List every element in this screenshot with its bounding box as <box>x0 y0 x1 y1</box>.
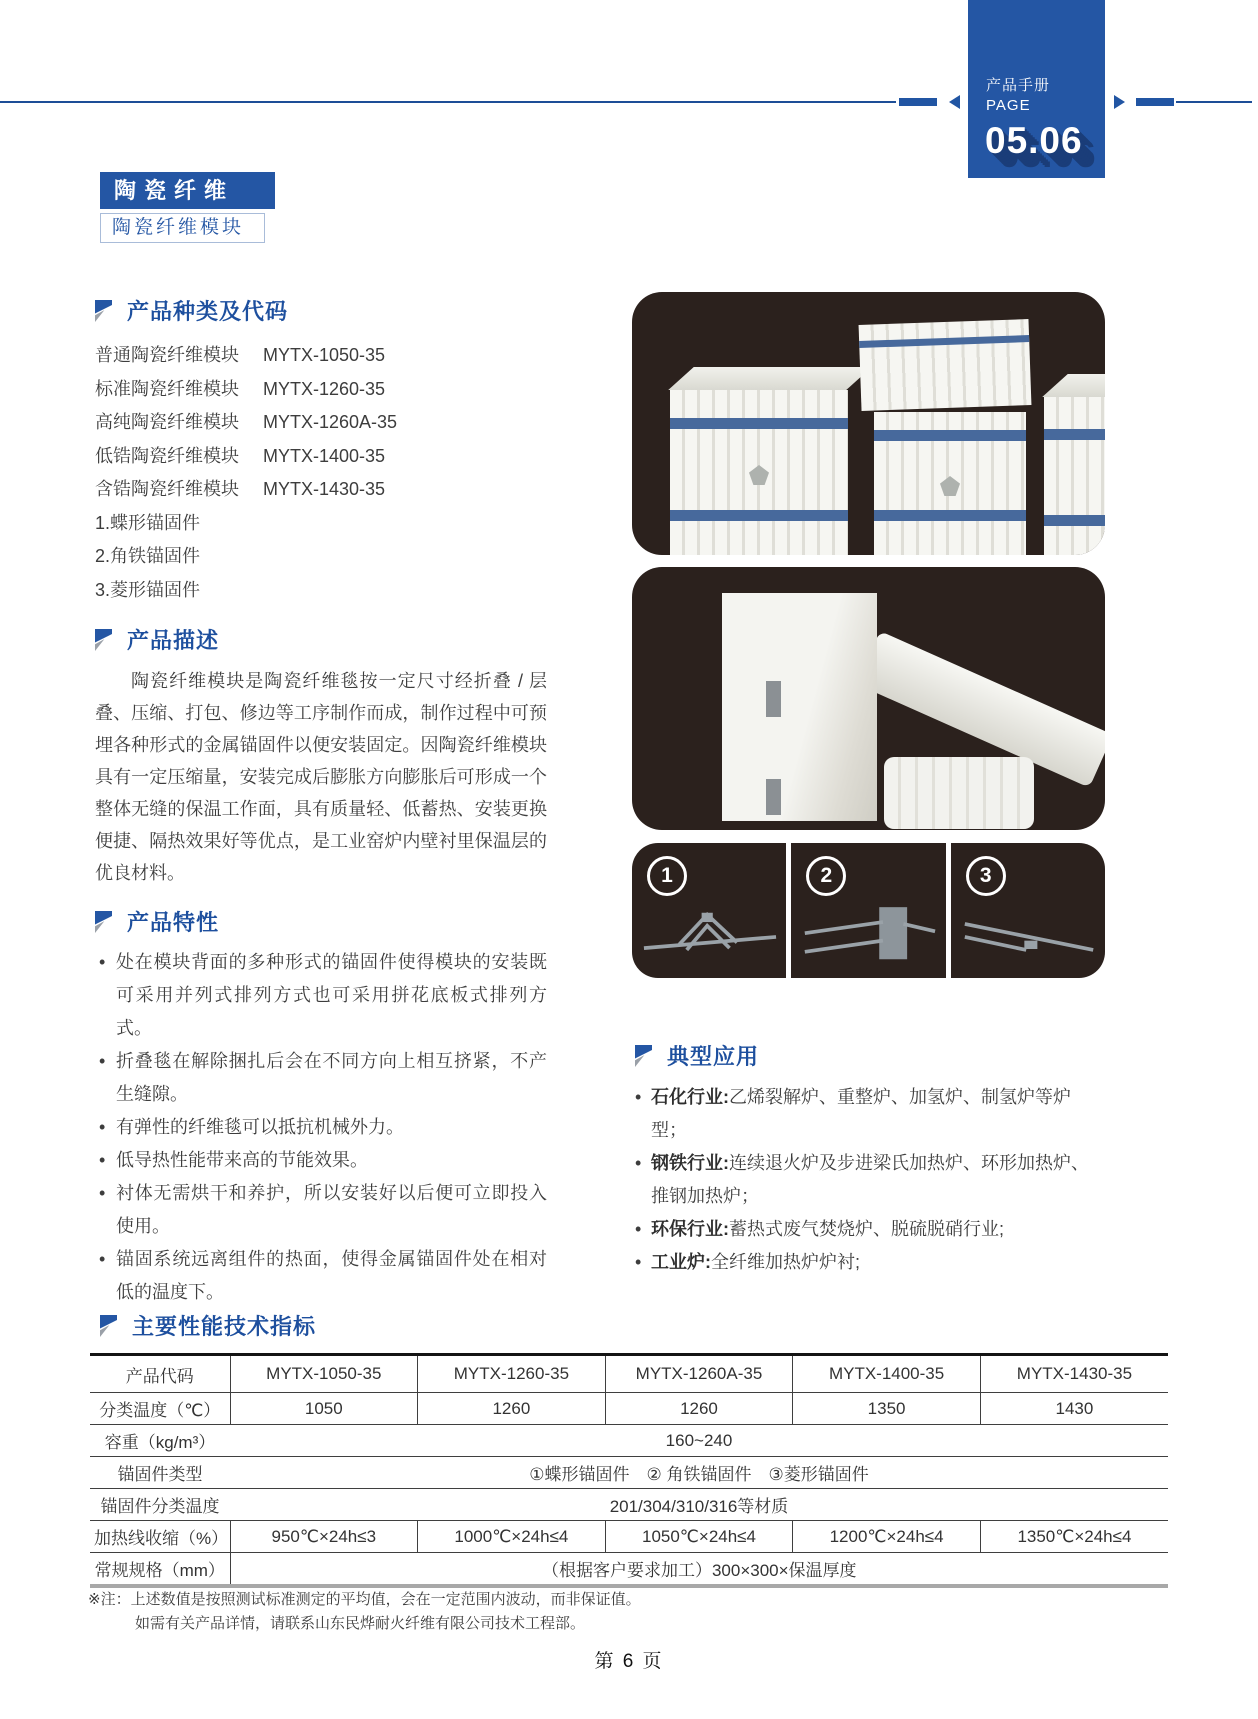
product-name: 含锆陶瓷纤维模块 <box>95 479 239 499</box>
table-row <box>90 1553 1168 1587</box>
merged-cell: 201/304/310/316等材质 <box>230 1489 1168 1521</box>
application-item <box>635 1147 1097 1213</box>
anchor-panel-2 <box>791 843 945 978</box>
diamond-anchor-icon <box>959 896 1099 976</box>
cell: 1260 <box>418 1393 606 1425</box>
description-paragraph: 陶瓷纤维模块是陶瓷纤维毯按一定尺寸经折叠 / 层叠、压缩、打包、修边等工序制作而成，制作过程中可预埋各种形式的金属锚固件以便安装固定。因陶瓷纤维模块具有一定压缩量，安装完成后膨胀方向膨胀后可形成一个整体无缝的保温工作面，具有质量轻、低蓄热、安装更换便捷、隔热效果好等优点，是工业窑炉内壁衬里保温层的优良材料。 <box>95 671 547 883</box>
product-row <box>95 339 547 373</box>
feature-item: • 处在模块背面的多种形式的锚固件使得模块的安装既可采用并列式排列方式也可采用拼花底板式排列方式。 <box>95 946 547 1045</box>
spec-table <box>90 1353 1168 1588</box>
application-item <box>635 1246 1097 1279</box>
product-name: 标准陶瓷纤维模块 <box>95 378 239 399</box>
feature-item: • 衬体无需烘干和养护，所以安装好以后便可立即投入使用。 <box>95 1177 547 1243</box>
anchor-type-line: 3.菱形锚固件 <box>95 579 201 600</box>
merged-cell: ①蝶形锚固件 ② 角铁锚固件 ③菱形锚固件 <box>230 1457 1168 1489</box>
fiber-module-graphic <box>670 390 848 555</box>
product-code: MYTX-1400-35 <box>263 445 386 466</box>
section-flag-icon <box>95 627 112 653</box>
manual-label: 产品手册 <box>986 77 1051 94</box>
product-row <box>95 440 547 474</box>
product-code: MYTX-1050-35 <box>263 345 386 365</box>
page-label: PAGE <box>986 97 1031 114</box>
fiber-module-graphic <box>859 319 1032 411</box>
feature-item: • 锚固系统远离组件的热面，使得金属锚固件处在相对低的温度下。 <box>95 1243 547 1309</box>
industry-label: 石化行业: <box>651 1087 729 1107</box>
photo-anchor-fittings <box>632 843 1105 978</box>
section-description-heading <box>95 624 547 655</box>
row-label: 分类温度（℃） <box>90 1393 230 1425</box>
section-title: 典型应用 <box>667 1044 760 1069</box>
table-row <box>90 1521 1168 1553</box>
left-arrow-icon <box>949 95 960 109</box>
module-top-face <box>1042 374 1105 397</box>
note-line: 如需有关产品详情，请联系山东民烨耐火纤维有限公司技术工程部。 <box>135 1615 586 1632</box>
product-code: MYTX-1260A-35 <box>263 412 398 432</box>
table-notes <box>88 1588 641 1636</box>
section-flag-icon <box>100 1313 117 1339</box>
butterfly-anchor-icon <box>640 896 780 976</box>
product-code: MYTX-1430-35 <box>263 479 386 499</box>
circled-number: 3 <box>966 856 1006 896</box>
application-item <box>635 1081 1097 1147</box>
note-line: ※注：上述数值是按照测试标准测定的平均值，会在一定范围内波动，而非保证值。 <box>88 1591 641 1608</box>
industry-text: 全纤维加热炉炉衬; <box>711 1252 861 1272</box>
section-title: 产品种类及代码 <box>127 299 289 324</box>
section-types-heading <box>95 295 547 326</box>
row-label: 锚固件类型 <box>90 1457 230 1489</box>
strap-graphic <box>1044 515 1105 526</box>
feature-item: • 折叠毯在解除捆扎后会在不同方向上相互挤紧，不产生缝隙。 <box>95 1045 547 1111</box>
industry-label: 工业炉: <box>651 1252 711 1272</box>
strap-graphic <box>874 430 1026 441</box>
page-tab <box>968 0 1105 178</box>
strap-graphic <box>670 418 848 429</box>
header-cell: MYTX-1400-35 <box>793 1355 981 1393</box>
table-row <box>90 1393 1168 1425</box>
product-name: 普通陶瓷纤维模块 <box>95 345 239 365</box>
strap-graphic <box>670 510 848 521</box>
table-row <box>90 1489 1168 1521</box>
row-label: 锚固件分类温度 <box>90 1489 230 1521</box>
product-name: 高纯陶瓷纤维模块 <box>95 412 239 432</box>
product-code: MYTX-1260-35 <box>263 378 386 399</box>
cell: 1350℃×24h≤4 <box>980 1521 1168 1553</box>
cell: 1050℃×24h≤4 <box>605 1521 793 1553</box>
anchor-tab-icon <box>766 681 781 717</box>
right-arrow-icon <box>1114 95 1125 109</box>
page-number: 第 6 页 <box>594 1651 664 1672</box>
top-rule-right <box>1176 101 1252 103</box>
product-row <box>95 373 547 407</box>
circled-number: 1 <box>647 856 687 896</box>
page-code: 05.06 <box>985 120 1083 161</box>
fiber-block-graphic <box>722 593 877 821</box>
section-flag-icon <box>95 909 112 935</box>
cell: 950℃×24h≤3 <box>230 1521 418 1553</box>
photo-fiber-modules-group <box>632 292 1105 555</box>
anchor-type-line: 1.蝶形锚固件 <box>95 512 201 533</box>
header-cell: MYTX-1430-35 <box>980 1355 1168 1393</box>
cell: 1000℃×24h≤4 <box>418 1521 606 1553</box>
product-row <box>95 473 547 507</box>
industry-label: 环保行业: <box>651 1219 729 1239</box>
fiber-module-graphic <box>1044 397 1105 555</box>
subcategory-badge: 陶瓷纤维模块 <box>100 213 265 243</box>
header-cell: MYTX-1260-35 <box>418 1355 606 1393</box>
cell: 1350 <box>793 1393 981 1425</box>
anchor-panel-3 <box>951 843 1105 978</box>
anchor-fitting-icon <box>940 476 960 496</box>
industry-text: 蓄热式废气焚烧炉、脱硫脱硝行业; <box>729 1219 1004 1239</box>
header-cell: MYTX-1050-35 <box>230 1355 418 1393</box>
table-row <box>90 1457 1168 1489</box>
section-applications-heading <box>635 1040 1097 1071</box>
feature-list <box>95 946 547 1309</box>
fiber-module-graphic <box>874 412 1026 555</box>
product-row <box>95 406 547 440</box>
merged-cell: 160~240 <box>230 1425 1168 1457</box>
fiber-block-graphic <box>884 757 1034 829</box>
row-label: 加热线收缩（%） <box>90 1521 230 1553</box>
product-name: 低锆陶瓷纤维模块 <box>95 445 239 466</box>
section-title: 主要性能技术指标 <box>132 1314 317 1339</box>
section-flag-icon <box>635 1043 652 1069</box>
anchor-tab-icon <box>766 779 781 815</box>
feature-item: • 有弹性的纤维毯可以抵抗机械外力。 <box>95 1111 547 1144</box>
circled-number: 2 <box>806 856 846 896</box>
section-applications <box>635 1040 1097 1279</box>
industry-text: 连续退火炉及步进梁氏加热炉、环形加热炉、推钢加热炉； <box>651 1153 1089 1206</box>
table-row <box>90 1425 1168 1457</box>
top-rule-left <box>0 101 896 103</box>
section-flag-icon <box>95 298 112 324</box>
strap-graphic <box>1044 429 1105 440</box>
merged-cell: （根据客户要求加工）300×300×保温厚度 <box>230 1553 1168 1587</box>
industry-label: 钢铁行业: <box>651 1153 729 1173</box>
strap-graphic <box>859 335 1029 348</box>
cell: 1050 <box>230 1393 418 1425</box>
section-title: 产品描述 <box>127 628 220 653</box>
photo-fiber-modules-wrapped <box>632 567 1105 830</box>
cell: 1260 <box>605 1393 793 1425</box>
anchor-fitting-icon <box>749 465 769 485</box>
angle-iron-anchor-icon <box>799 896 939 976</box>
module-top-face <box>668 367 872 390</box>
row-label: 常规规格（mm） <box>90 1553 230 1587</box>
feature-item: • 低导热性能带来高的节能效果。 <box>95 1144 547 1177</box>
cell: 1200℃×24h≤4 <box>793 1521 981 1553</box>
anchor-panel-1 <box>632 843 786 978</box>
top-rule-bar-left <box>899 98 937 106</box>
industry-text: 乙烯裂解炉、重整炉、加氢炉、制氢炉等炉型； <box>651 1087 1071 1140</box>
category-badge: 陶瓷纤维 <box>100 172 275 209</box>
application-list <box>635 1081 1097 1279</box>
left-column <box>95 295 547 1309</box>
row-label: 容重（kg/m³） <box>90 1425 230 1457</box>
top-rule-bar-right <box>1136 98 1174 106</box>
application-item <box>635 1213 1097 1246</box>
strap-graphic <box>874 510 1026 521</box>
table-header-row <box>90 1355 1168 1393</box>
section-features-heading <box>95 906 547 937</box>
header-cell: 产品代码 <box>125 1366 194 1386</box>
product-code-list <box>95 339 547 607</box>
section-title: 产品特性 <box>127 910 220 935</box>
header-cell: MYTX-1260A-35 <box>605 1355 793 1393</box>
section-specs-heading <box>100 1310 316 1341</box>
cell: 1430 <box>980 1393 1168 1425</box>
anchor-type-line: 2.角铁锚固件 <box>95 546 201 566</box>
